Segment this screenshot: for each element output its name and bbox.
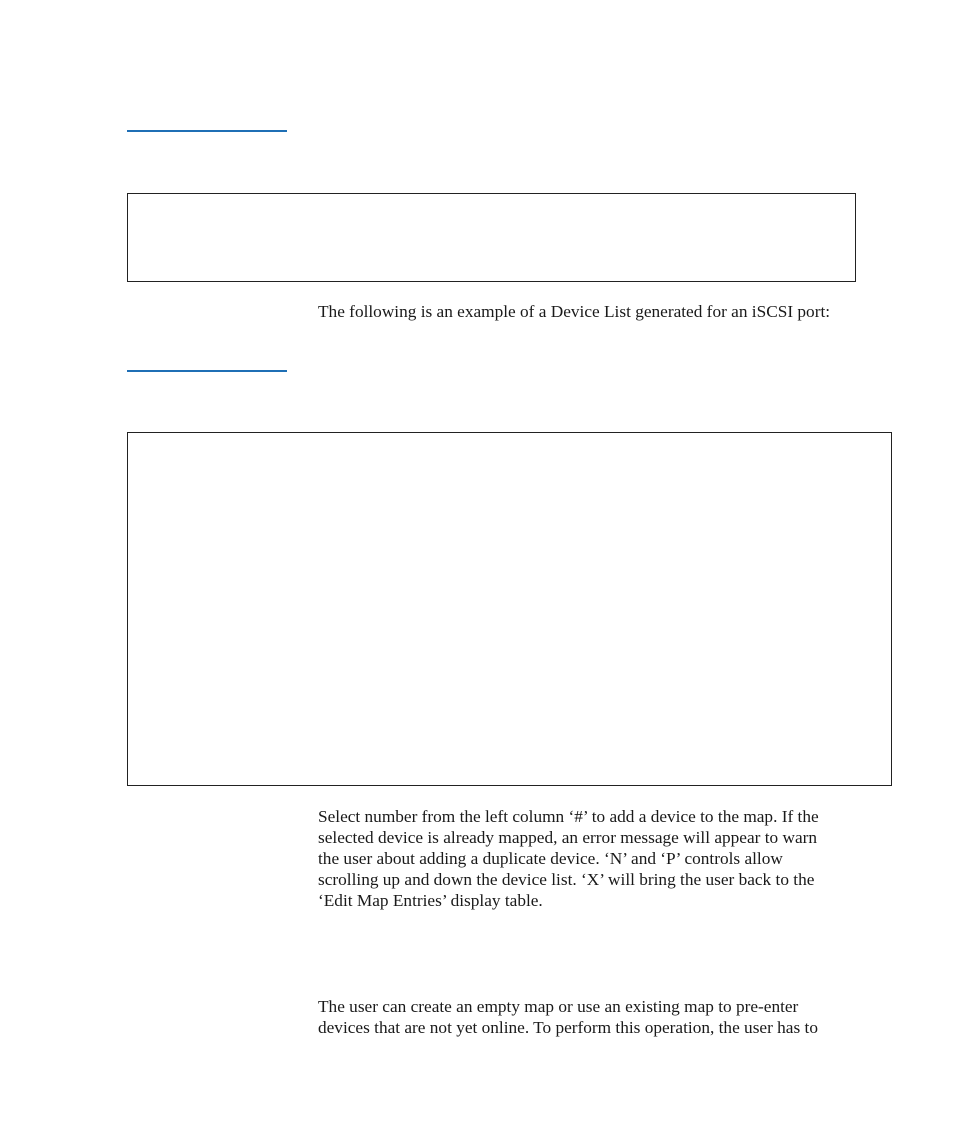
paragraph-line: The user can create an empty map or use an existing map to pre-enter xyxy=(318,997,799,1016)
paragraph-line: devices that are not yet online. To perform this operation, the user has to xyxy=(318,1018,818,1037)
figure-frame xyxy=(127,193,856,282)
empty-map-paragraph xyxy=(318,996,893,1038)
paragraph-line: ‘Edit Map Entries’ display table. xyxy=(318,891,543,910)
paragraph-line: selected device is already mapped, an error message will appear to warn xyxy=(318,828,818,847)
intro-paragraph: The following is an example of a Device List generated for an iSCSI port: xyxy=(318,302,831,321)
section-rule xyxy=(127,370,287,372)
section-rule xyxy=(127,130,287,132)
device-list-figure-frame xyxy=(127,432,892,786)
paragraph-line: scrolling up and down the device list. ‘X’ will bring the user back to the xyxy=(318,870,815,889)
select-device-paragraph xyxy=(318,806,893,911)
paragraph-line: Select number from the left column ‘#’ to add a device to the map. If the xyxy=(318,807,819,826)
paragraph-line: the user about adding a duplicate device. ‘N’ and ‘P’ controls allow xyxy=(318,849,783,868)
